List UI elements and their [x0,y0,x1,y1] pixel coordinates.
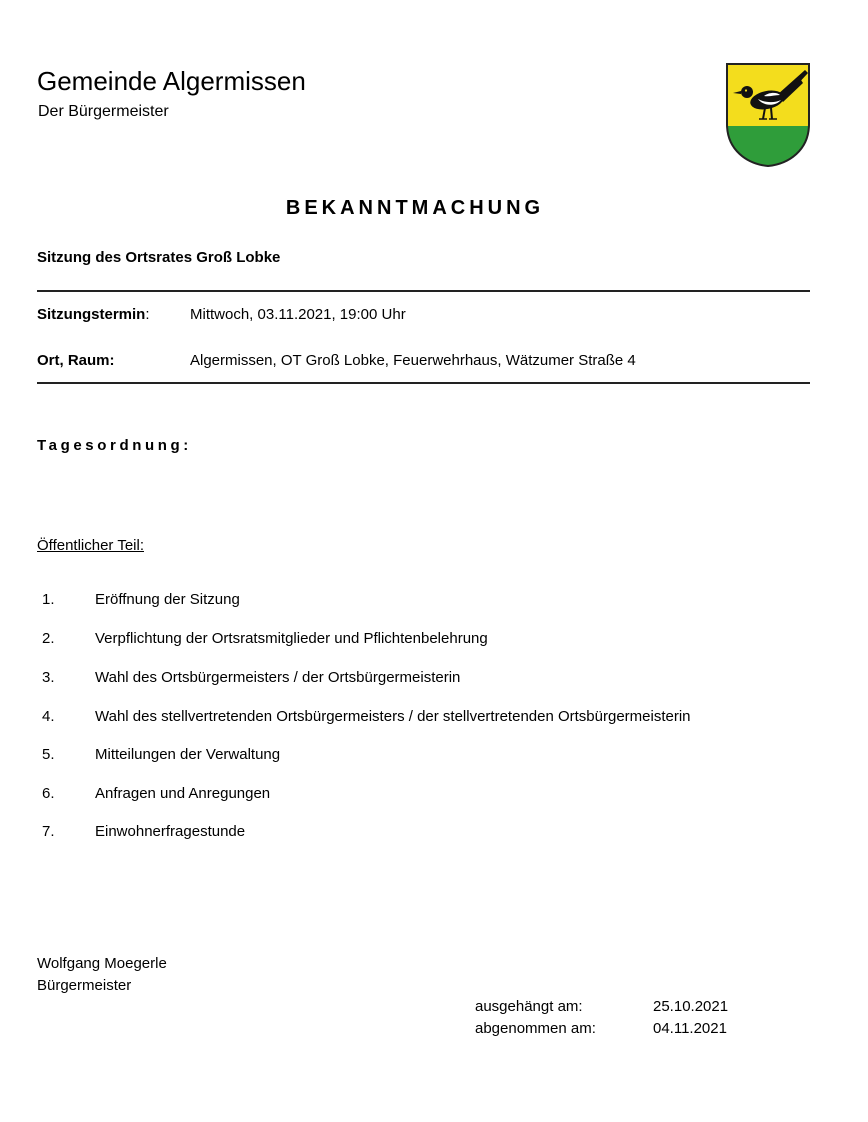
divider-top [37,290,810,292]
signer-role: Bürgermeister [37,977,132,994]
meeting-date-value: Mittwoch, 03.11.2021, 19:00 Uhr [190,306,406,323]
public-section-heading: Öffentlicher Teil: [37,537,144,554]
agenda-item-text: Verpflichtung der Ortsratsmitglieder und Pflichtenbelehrung [95,630,488,647]
removed-date: 04.11.2021 [653,1020,727,1037]
agenda-item-text: Anfragen und Anregungen [95,785,271,802]
agenda-item-number: 7. [42,823,55,840]
posted-label: ausgehängt am: [475,998,583,1015]
removed-label: abgenommen am: [475,1020,596,1037]
meeting-location-value: Algermissen, OT Groß Lobke, Feuerwehrhaus, Wätzumer Straße 4 [190,352,636,369]
agenda-item-number: 1. [42,591,55,608]
agenda-item-text: Wahl des Ortsbürgermeisters / der Ortsbürgermeisterin [95,669,461,686]
agenda-item [0,708,860,730]
agenda-item-text: Eröffnung der Sitzung [95,591,240,608]
agenda-item-number: 6. [42,785,55,802]
divider-bottom [37,382,810,384]
agenda-heading: Tagesordnung: [37,437,192,454]
agenda-item-text: Einwohnerfragestunde [95,823,246,840]
agenda-item [0,591,860,613]
signature-block [37,953,167,997]
agenda-item-text: Mitteilungen der Verwaltung [95,746,281,763]
agenda-item-number: 3. [42,669,55,686]
crest-field-green [725,126,811,168]
meeting-date-label: Sitzungstermin: [37,306,150,323]
agenda-item-text: Wahl des stellvertretenden Ortsbürgermeisters / der stellvertretenden Ortsbürgermeisterin [95,708,691,725]
agenda-item [0,746,860,768]
meeting-location-label: Ort, Raum: [37,352,115,369]
agenda-item [0,785,860,807]
agenda-item-number: 4. [42,708,55,725]
agenda-item-number: 5. [42,746,55,763]
agenda-item [0,630,860,652]
agenda-item [0,669,860,691]
signer-name: Wolfgang Moegerle [37,955,167,972]
agenda-item [0,823,860,845]
meeting-subject: Sitzung des Ortsrates Groß Lobke [37,249,281,266]
organization-name: Gemeinde Algermissen [37,66,306,96]
agenda-item-number: 2. [42,630,55,647]
posted-date: 25.10.2021 [653,998,729,1015]
organization-subtitle: Der Bürgermeister [38,103,169,120]
document-title: BEKANNTMACHUNG [285,197,545,219]
magpie-coat-of-arms-icon [725,62,811,168]
